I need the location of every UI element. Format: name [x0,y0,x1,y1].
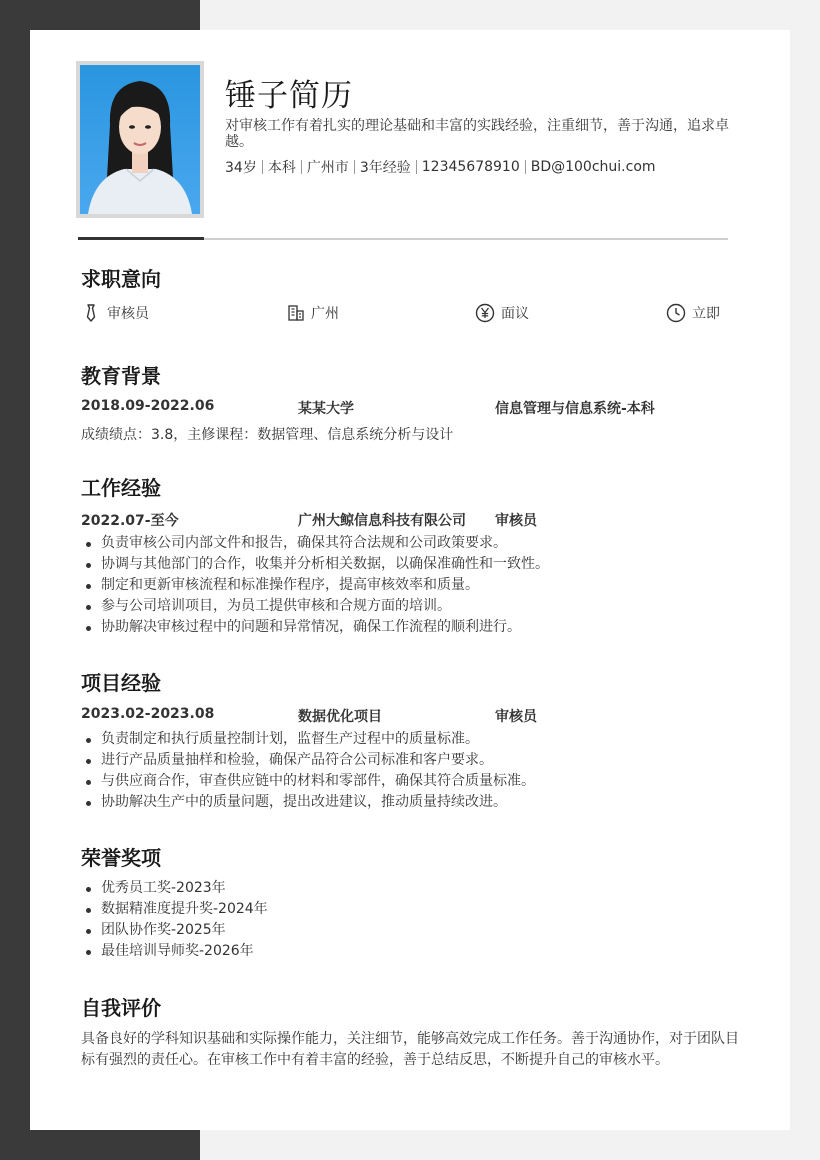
list-item: 协调与其他部门的合作，收集并分析相关数据，以确保准确性和一致性。 [81,554,549,575]
self-evaluation-text: 具备良好的学科知识基础和实际操作能力，关注细节，能够高效完成工作任务。善于沟通协作，对于团队目标有强烈的责任心。在审核工作中有着丰富的经验，善于总结反思，不断提升自己的审核水平。 [81,1031,739,1068]
profile-photo-frame [76,61,204,218]
clock-icon [666,303,686,323]
tie-icon [81,303,101,323]
work-role: 审核员 [495,513,537,529]
list-item: 协助解决生产中的质量问题，提出改进建议，推动质量持续改进。 [81,792,535,813]
resume-name: 锤子简历 [225,78,353,114]
project-period: 2023.02-2023.08 [81,706,215,722]
section-title-intent: 求职意向 [81,267,161,291]
section-title-self-eval: 自我评价 [81,996,161,1020]
section-title-project: 项目经验 [81,671,161,695]
yen-icon [475,303,495,323]
meta-divider [354,160,355,174]
honors-list [81,878,268,962]
section-title-work: 工作经验 [81,476,161,500]
list-item: 数据精准度提升奖-2024年 [81,899,268,920]
building-icon [287,304,305,322]
section-title-honors: 荣誉奖项 [81,846,161,870]
list-item: 制定和更新审核流程和标准操作程序，提高审核效率和质量。 [81,575,549,596]
intent-salary-label: 面议 [501,306,529,322]
meta-divider [301,160,302,174]
list-item: 负责审核公司内部文件和报告，确保其符合法规和公司政策要求。 [81,533,549,554]
portrait-illustration [80,65,200,214]
header-divider-accent [78,237,204,240]
section-title-education: 教育背景 [81,364,161,388]
work-company: 广州大鲸信息科技有限公司 [298,513,466,529]
meta-divider [416,160,417,174]
list-item: 进行产品质量抽样和检验，确保产品符合公司标准和客户要求。 [81,750,535,771]
education-major: 信息管理与信息系统-本科 [495,401,655,417]
meta-city: 广州市 [306,160,349,176]
meta-divider [262,160,263,174]
education-school: 某某大学 [298,401,354,417]
intent-availability-label: 立即 [692,306,720,322]
intent-position [81,303,149,323]
education-detail: 成绩绩点：3.8，主修课程：数据管理、信息系统分析与设计 [81,427,454,443]
education-period: 2018.09-2022.06 [81,398,215,414]
meta-experience: 3年经验 [359,160,411,176]
intent-position-label: 审核员 [107,306,149,322]
list-item: 参与公司培训项目，为员工提供审核和合规方面的培训。 [81,596,549,617]
work-period: 2022.07-至今 [81,513,179,529]
intent-city-label: 广州 [311,306,339,322]
profile-summary: 对审核工作有着扎实的理论基础和丰富的实践经验，注重细节，善于沟通，追求卓越。 [225,118,729,150]
project-duties-list [81,729,535,813]
meta-phone: 12345678910 [421,159,520,175]
list-item: 最佳培训导师奖-2026年 [81,941,268,962]
list-item: 团队协作奖-2025年 [81,920,268,941]
meta-divider [525,160,526,174]
list-item: 与供应商合作，审查供应链中的材料和零部件，确保其符合质量标准。 [81,771,535,792]
list-item: 优秀员工奖-2023年 [81,878,268,899]
list-item: 负责制定和执行质量控制计划，监督生产过程中的质量标准。 [81,729,535,750]
intent-availability [666,303,720,323]
project-role: 审核员 [495,709,537,725]
intent-salary [475,303,529,323]
meta-email: BD@100chui.com [530,159,656,175]
profile-meta [225,157,656,177]
work-duties-list [81,533,549,638]
meta-degree: 本科 [267,160,296,176]
project-name: 数据优化项目 [298,709,382,725]
list-item: 协助解决审核过程中的问题和异常情况，确保工作流程的顺利进行。 [81,617,549,638]
profile-photo [80,65,200,214]
intent-city [287,303,339,323]
meta-age: 34岁 [225,160,257,176]
